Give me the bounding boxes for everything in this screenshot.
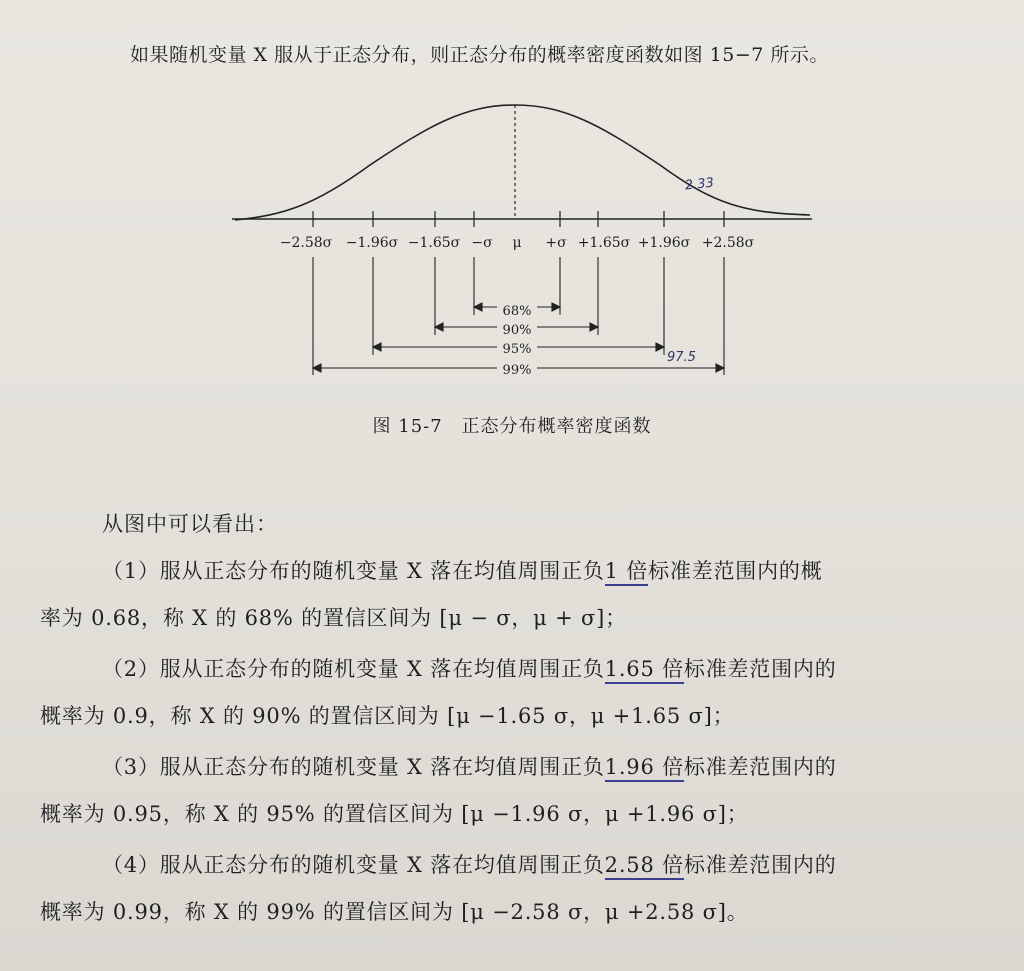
tick-labels: [280, 235, 755, 251]
interval-label-95: 95%: [502, 342, 532, 357]
item-number: （3）: [102, 755, 160, 779]
item-first-line: （2）服从正态分布的随机变量 X 落在均值周围正负1.65 倍标准差范围内的: [40, 646, 990, 693]
item-first-line: （1）服从正态分布的随机变量 X 落在均值周围正负1 倍标准差范围内的概: [40, 548, 990, 595]
underlined-multiplier: 1 倍: [605, 559, 648, 586]
list-item: [40, 548, 990, 642]
interval-label-90: 90%: [502, 323, 532, 338]
tick-label: −2.58σ: [279, 235, 333, 251]
tick-label: +1.65σ: [577, 235, 631, 251]
intro-sentence: 如果随机变量 X 服从于正态分布，则正态分布的概率密度函数如图 15−7 所示。: [130, 44, 829, 66]
tick-label: −σ: [471, 235, 493, 251]
tick-label: +2.58σ: [701, 235, 755, 251]
tick-label: μ: [512, 235, 522, 251]
figure-number: 图 15-7: [372, 416, 443, 437]
interval-labels: [497, 302, 537, 378]
tick-label: −1.65σ: [407, 235, 461, 251]
tick-label: +σ: [545, 235, 567, 251]
item-number: （2）: [102, 657, 160, 681]
list-item: [40, 744, 990, 838]
item-second-line: 率为 0.68，称 X 的 68% 的置信区间为 [μ − σ，μ + σ]；: [40, 606, 627, 630]
bell-curve: [235, 105, 810, 220]
item-second-line: 概率为 0.99，称 X 的 99% 的置信区间为 [μ −2.58 σ，μ +2.58 σ]。: [40, 900, 749, 924]
handwritten-note-2.33: 2.33: [684, 175, 715, 194]
item-second-line: 概率为 0.95，称 X 的 95% 的置信区间为 [μ −1.96 σ，μ +1.96 σ]；: [40, 802, 749, 826]
figure-title: 正态分布概率密度函数: [461, 416, 652, 437]
item-second-line: 概率为 0.9，称 X 的 90% 的置信区间为 [μ −1.65 σ，μ +1.65 σ]；: [40, 704, 735, 728]
tick-label: +1.96σ: [637, 235, 691, 251]
interval-label-68: 68%: [502, 304, 532, 319]
lead-sentence: 从图中可以看出：: [102, 512, 278, 536]
list-item: [40, 646, 990, 740]
item-number: （4）: [102, 853, 160, 877]
underlined-multiplier: 2.58 倍: [605, 853, 684, 880]
underlined-multiplier: 1.96 倍: [605, 755, 684, 782]
interval-label-99: 99%: [502, 363, 532, 378]
tick-label: −1.96σ: [345, 235, 399, 251]
underlined-multiplier: 1.65 倍: [605, 657, 684, 684]
item-number: （1）: [102, 559, 160, 583]
handwritten-note-97.5: 97.5: [667, 350, 696, 365]
figure-caption: [0, 412, 1024, 438]
normal-distribution-figure: [220, 85, 820, 385]
list-item: [40, 842, 990, 936]
item-first-line: （4）服从正态分布的随机变量 X 落在均值周围正负2.58 倍标准差范围内的: [40, 842, 990, 889]
item-first-line: （3）服从正态分布的随机变量 X 落在均值周围正负1.96 倍标准差范围内的: [40, 744, 990, 791]
